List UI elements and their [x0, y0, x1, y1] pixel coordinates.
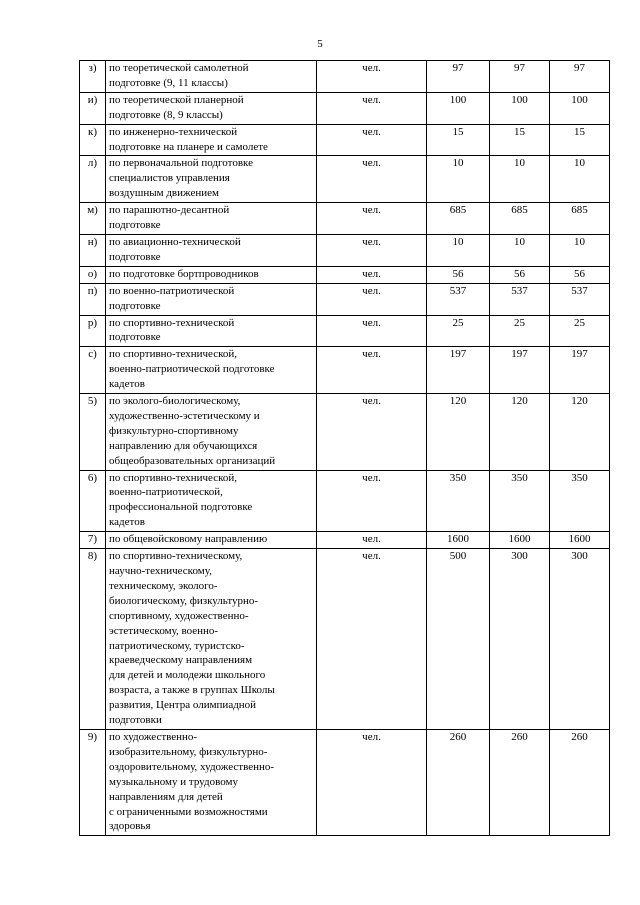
table-row: [80, 61, 610, 93]
table-row: [80, 532, 610, 549]
row-number-cell: 8): [80, 549, 106, 730]
row-value-2-cell: 10: [490, 234, 550, 266]
row-value-2-cell: 300: [490, 549, 550, 730]
row-value-1-cell: 97: [427, 61, 490, 93]
row-value-1-cell: 350: [427, 470, 490, 532]
row-value-2-cell: 120: [490, 394, 550, 471]
row-value-2-cell: 1600: [490, 532, 550, 549]
row-description-cell: [106, 266, 317, 283]
row-description-text: по парашютно-десантной подготовке: [109, 204, 230, 232]
row-unit-cell: чел.: [317, 124, 427, 156]
row-number-cell: р): [80, 315, 106, 347]
row-unit-cell: чел.: [317, 315, 427, 347]
row-value-3-cell: 300: [550, 549, 610, 730]
row-value-2-cell: 25: [490, 315, 550, 347]
row-description-cell: [106, 470, 317, 532]
row-description-cell: [106, 549, 317, 730]
row-number-cell: и): [80, 92, 106, 124]
row-value-3-cell: 15: [550, 124, 610, 156]
row-value-1-cell: 685: [427, 203, 490, 235]
row-value-2-cell: 97: [490, 61, 550, 93]
row-value-1-cell: 56: [427, 266, 490, 283]
row-value-1-cell: 25: [427, 315, 490, 347]
row-number-cell: н): [80, 234, 106, 266]
row-value-3-cell: 56: [550, 266, 610, 283]
row-description-text: по подготовке бортпроводников: [109, 267, 259, 280]
row-number-cell: 6): [80, 470, 106, 532]
table-row: [80, 124, 610, 156]
table-row: [80, 347, 610, 394]
row-value-1-cell: 120: [427, 394, 490, 471]
row-value-3-cell: 120: [550, 394, 610, 471]
row-unit-cell: чел.: [317, 266, 427, 283]
row-number-cell: о): [80, 266, 106, 283]
row-description-cell: [106, 394, 317, 471]
row-description-cell: [106, 315, 317, 347]
row-value-2-cell: 56: [490, 266, 550, 283]
row-value-1-cell: 500: [427, 549, 490, 730]
table-row: [80, 394, 610, 471]
data-table: [79, 60, 610, 836]
row-value-3-cell: 350: [550, 470, 610, 532]
row-unit-cell: чел.: [317, 234, 427, 266]
row-value-1-cell: 100: [427, 92, 490, 124]
row-number-cell: п): [80, 283, 106, 315]
row-value-3-cell: 100: [550, 92, 610, 124]
row-description-cell: [106, 532, 317, 549]
row-number-cell: з): [80, 61, 106, 93]
row-value-1-cell: 260: [427, 729, 490, 835]
row-number-cell: 9): [80, 729, 106, 835]
row-description-text: по спортивно-технической, военно-патриотической, профессиональной подготовке кадетов: [109, 471, 253, 529]
row-unit-cell: чел.: [317, 92, 427, 124]
row-description-cell: [106, 203, 317, 235]
row-description-text: по спортивно-технической, военно-патриотической подготовке кадетов: [109, 348, 275, 391]
row-value-2-cell: 537: [490, 283, 550, 315]
row-value-2-cell: 260: [490, 729, 550, 835]
row-description-text: по авиационно-технической подготовке: [109, 235, 241, 263]
table-row: [80, 234, 610, 266]
row-description-cell: [106, 283, 317, 315]
row-value-3-cell: 1600: [550, 532, 610, 549]
row-description-text: по художественно- изобразительному, физкультурно- оздоровительному, художественно- музыкальному и трудовому направлениям для детей с ограниченными возможностями здоровья: [109, 730, 275, 833]
row-description-text: по спортивно-техническому, научно-техническому, техническому, эколого- биологическому, физкультурно- спортивному, художественно- эстетическому, военно- патриотическому, туристско- краеведческому направлениям для детей и молодежи школьного возраста, а также в группах Школы развития, Центра олимпиадной подготовки: [109, 550, 275, 727]
row-value-3-cell: 685: [550, 203, 610, 235]
page-number: 5: [317, 38, 323, 50]
row-value-3-cell: 10: [550, 234, 610, 266]
row-unit-cell: чел.: [317, 532, 427, 549]
row-unit-cell: чел.: [317, 394, 427, 471]
row-description-cell: [106, 124, 317, 156]
row-value-1-cell: 537: [427, 283, 490, 315]
row-description-text: по теоретической самолетной подготовке (9, 11 классы): [109, 62, 249, 89]
row-value-3-cell: 537: [550, 283, 610, 315]
row-value-2-cell: 10: [490, 156, 550, 203]
row-value-2-cell: 685: [490, 203, 550, 235]
row-unit-cell: чел.: [317, 470, 427, 532]
row-description-cell: [106, 347, 317, 394]
row-value-2-cell: 15: [490, 124, 550, 156]
row-value-2-cell: 100: [490, 92, 550, 124]
row-description-text: по спортивно-технической подготовке: [109, 316, 235, 344]
row-number-cell: л): [80, 156, 106, 203]
row-unit-cell: чел.: [317, 729, 427, 835]
row-description-cell: [106, 729, 317, 835]
row-description-text: по первоначальной подготовке специалистов управления воздушным движением: [109, 157, 253, 200]
row-description-text: по общевойсковому направлению: [109, 533, 268, 546]
row-value-2-cell: 350: [490, 470, 550, 532]
row-value-3-cell: 10: [550, 156, 610, 203]
table-row: [80, 470, 610, 532]
row-value-1-cell: 10: [427, 234, 490, 266]
table-row: [80, 156, 610, 203]
row-description-cell: [106, 234, 317, 266]
table-row: [80, 729, 610, 835]
row-description-cell: [106, 61, 317, 93]
row-number-cell: 7): [80, 532, 106, 549]
row-description-text: по эколого-биологическому, художественно-эстетическому и физкультурно-спортивному направлению для обучающихся общеобразовательных организаций: [109, 395, 276, 467]
table-row: [80, 315, 610, 347]
row-unit-cell: чел.: [317, 156, 427, 203]
row-value-3-cell: 97: [550, 61, 610, 93]
row-number-cell: с): [80, 347, 106, 394]
row-unit-cell: чел.: [317, 61, 427, 93]
table-row: [80, 266, 610, 283]
table-body: [80, 61, 610, 836]
row-unit-cell: чел.: [317, 283, 427, 315]
row-description-text: по инженерно-технической подготовке на планере и самолете: [109, 125, 268, 153]
table-row: [80, 203, 610, 235]
row-value-1-cell: 10: [427, 156, 490, 203]
row-value-1-cell: 1600: [427, 532, 490, 549]
row-unit-cell: чел.: [317, 203, 427, 235]
row-value-2-cell: 197: [490, 347, 550, 394]
row-description-cell: [106, 92, 317, 124]
row-unit-cell: чел.: [317, 549, 427, 730]
row-description-text: по теоретической планерной подготовке (8, 9 классы): [109, 93, 244, 121]
table-row: [80, 549, 610, 730]
row-value-3-cell: 260: [550, 729, 610, 835]
table-row: [80, 283, 610, 315]
row-value-1-cell: 197: [427, 347, 490, 394]
row-number-cell: 5): [80, 394, 106, 471]
row-description-cell: [106, 156, 317, 203]
row-value-3-cell: 25: [550, 315, 610, 347]
row-number-cell: к): [80, 124, 106, 156]
table-row: [80, 92, 610, 124]
row-unit-cell: чел.: [317, 347, 427, 394]
row-value-1-cell: 15: [427, 124, 490, 156]
row-value-3-cell: 197: [550, 347, 610, 394]
row-number-cell: м): [80, 203, 106, 235]
row-description-text: по военно-патриотической подготовке: [109, 284, 235, 312]
